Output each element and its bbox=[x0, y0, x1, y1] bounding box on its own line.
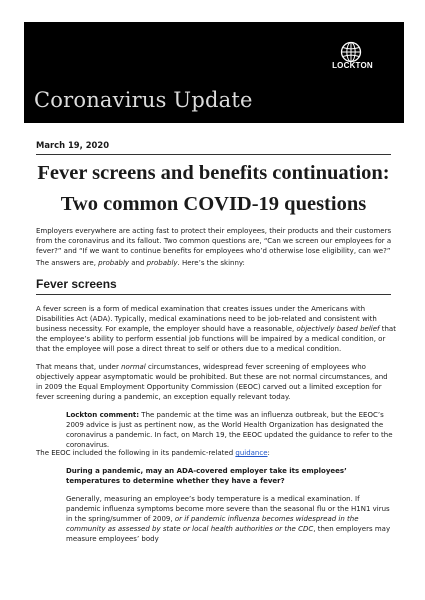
answers-and: and bbox=[129, 259, 147, 267]
answer-probably-1: probably bbox=[98, 259, 130, 267]
eeoc-guidance-paragraph bbox=[36, 448, 396, 458]
intro-paragraph: Employers everywhere are acting fast to protect their employees, their products and their customers from the coronavirus and its fallout. Two common questions are, “Can we screen our employees for a fever?” and “If we want to continue benefits for employees who’d otherwise lose eligibility, can we?” bbox=[36, 227, 392, 255]
fever-screen-text-b: that the employee’s ability to perform essential job functions will be impaired by a medical condition, or that the employee will pose a direct threat to self or others due to a medical condition. bbox=[36, 325, 396, 353]
normal-text-b: circumstances, widespread fever screening of employees who objectively appear asymptomatic would be prohibited. But these are not normal circumstances, and in 2009 the Equal Employment Opportunity Commission (EEOC) carved out a limited exception for fever screening during a pandemic, an exception equally relevant today. bbox=[36, 363, 388, 401]
eeoc-question: During a pandemic, may an ADA-covered employer take its employees’ temperatures to determine whether they have a fever? bbox=[66, 467, 347, 485]
answer-probably-2: probably bbox=[146, 259, 178, 267]
answers-paragraph bbox=[36, 258, 396, 268]
document-title-line-1: Fever screens and benefits continuation: bbox=[37, 162, 390, 184]
globe-icon bbox=[340, 41, 362, 63]
answers-tail: . Here’s the skinny: bbox=[177, 259, 245, 267]
normal-emphasis: normal bbox=[121, 363, 146, 371]
normal-text-a: That means that, under bbox=[36, 363, 122, 371]
section-divider bbox=[36, 294, 391, 295]
eeoc-guidance-text: The EEOC included the following in its pandemic-related bbox=[36, 449, 236, 457]
eeoc-answer-text-a: Generally, measuring an employee’s body temperature is a medical examination. If pandemic influenza symptoms become more severe than the seasonal flu or the H1N1 virus in the spring/summer of 2009, bbox=[66, 495, 390, 523]
banner-title: Coronavirus Update bbox=[34, 88, 253, 112]
answers-text: The answers are, bbox=[36, 259, 99, 267]
eeoc-guidance-colon: : bbox=[267, 449, 270, 457]
lockton-comment-label: Lockton comment: bbox=[66, 411, 140, 419]
normal-circumstances-paragraph bbox=[36, 362, 396, 402]
fever-screen-paragraph bbox=[36, 304, 396, 354]
eeoc-answer bbox=[66, 494, 396, 544]
brand-name: LOCKTON bbox=[332, 61, 373, 70]
eeoc-answer-text-b: , then employers may measure employees’ body bbox=[66, 525, 391, 543]
lockton-comment bbox=[66, 410, 396, 450]
document-title-line-2: Two common COVID-19 questions bbox=[60, 193, 367, 215]
section-heading-fever-screens: Fever screens bbox=[36, 277, 117, 291]
fever-screen-text-a: A fever screen is a form of medical examination that creates issues under the Americans with Disabilities Act (ADA). Typically, medical examinations need to be job-related and consistent with business necessity. For example, the employer should have a reasonable, bbox=[36, 305, 377, 333]
objectively-based-belief: objectively based belief bbox=[296, 325, 380, 333]
guidance-link[interactable]: guidance bbox=[235, 449, 268, 457]
date-divider bbox=[36, 154, 391, 155]
eeoc-answer-emphasis: or if pandemic influenza becomes widespread in the community as assessed by state or local health authorities or the CDC bbox=[66, 515, 359, 533]
publication-date: March 19, 2020 bbox=[36, 140, 110, 150]
lockton-comment-text: The pandemic at the time was an influenza outbreak, but the EEOC’s 2009 advice is just as pertinent now, as the World Health Organization has designated the coronavirus a pandemic. In fact, on March 19, the EEOC updated the guidance to refer to the coronavirus. bbox=[66, 411, 393, 449]
